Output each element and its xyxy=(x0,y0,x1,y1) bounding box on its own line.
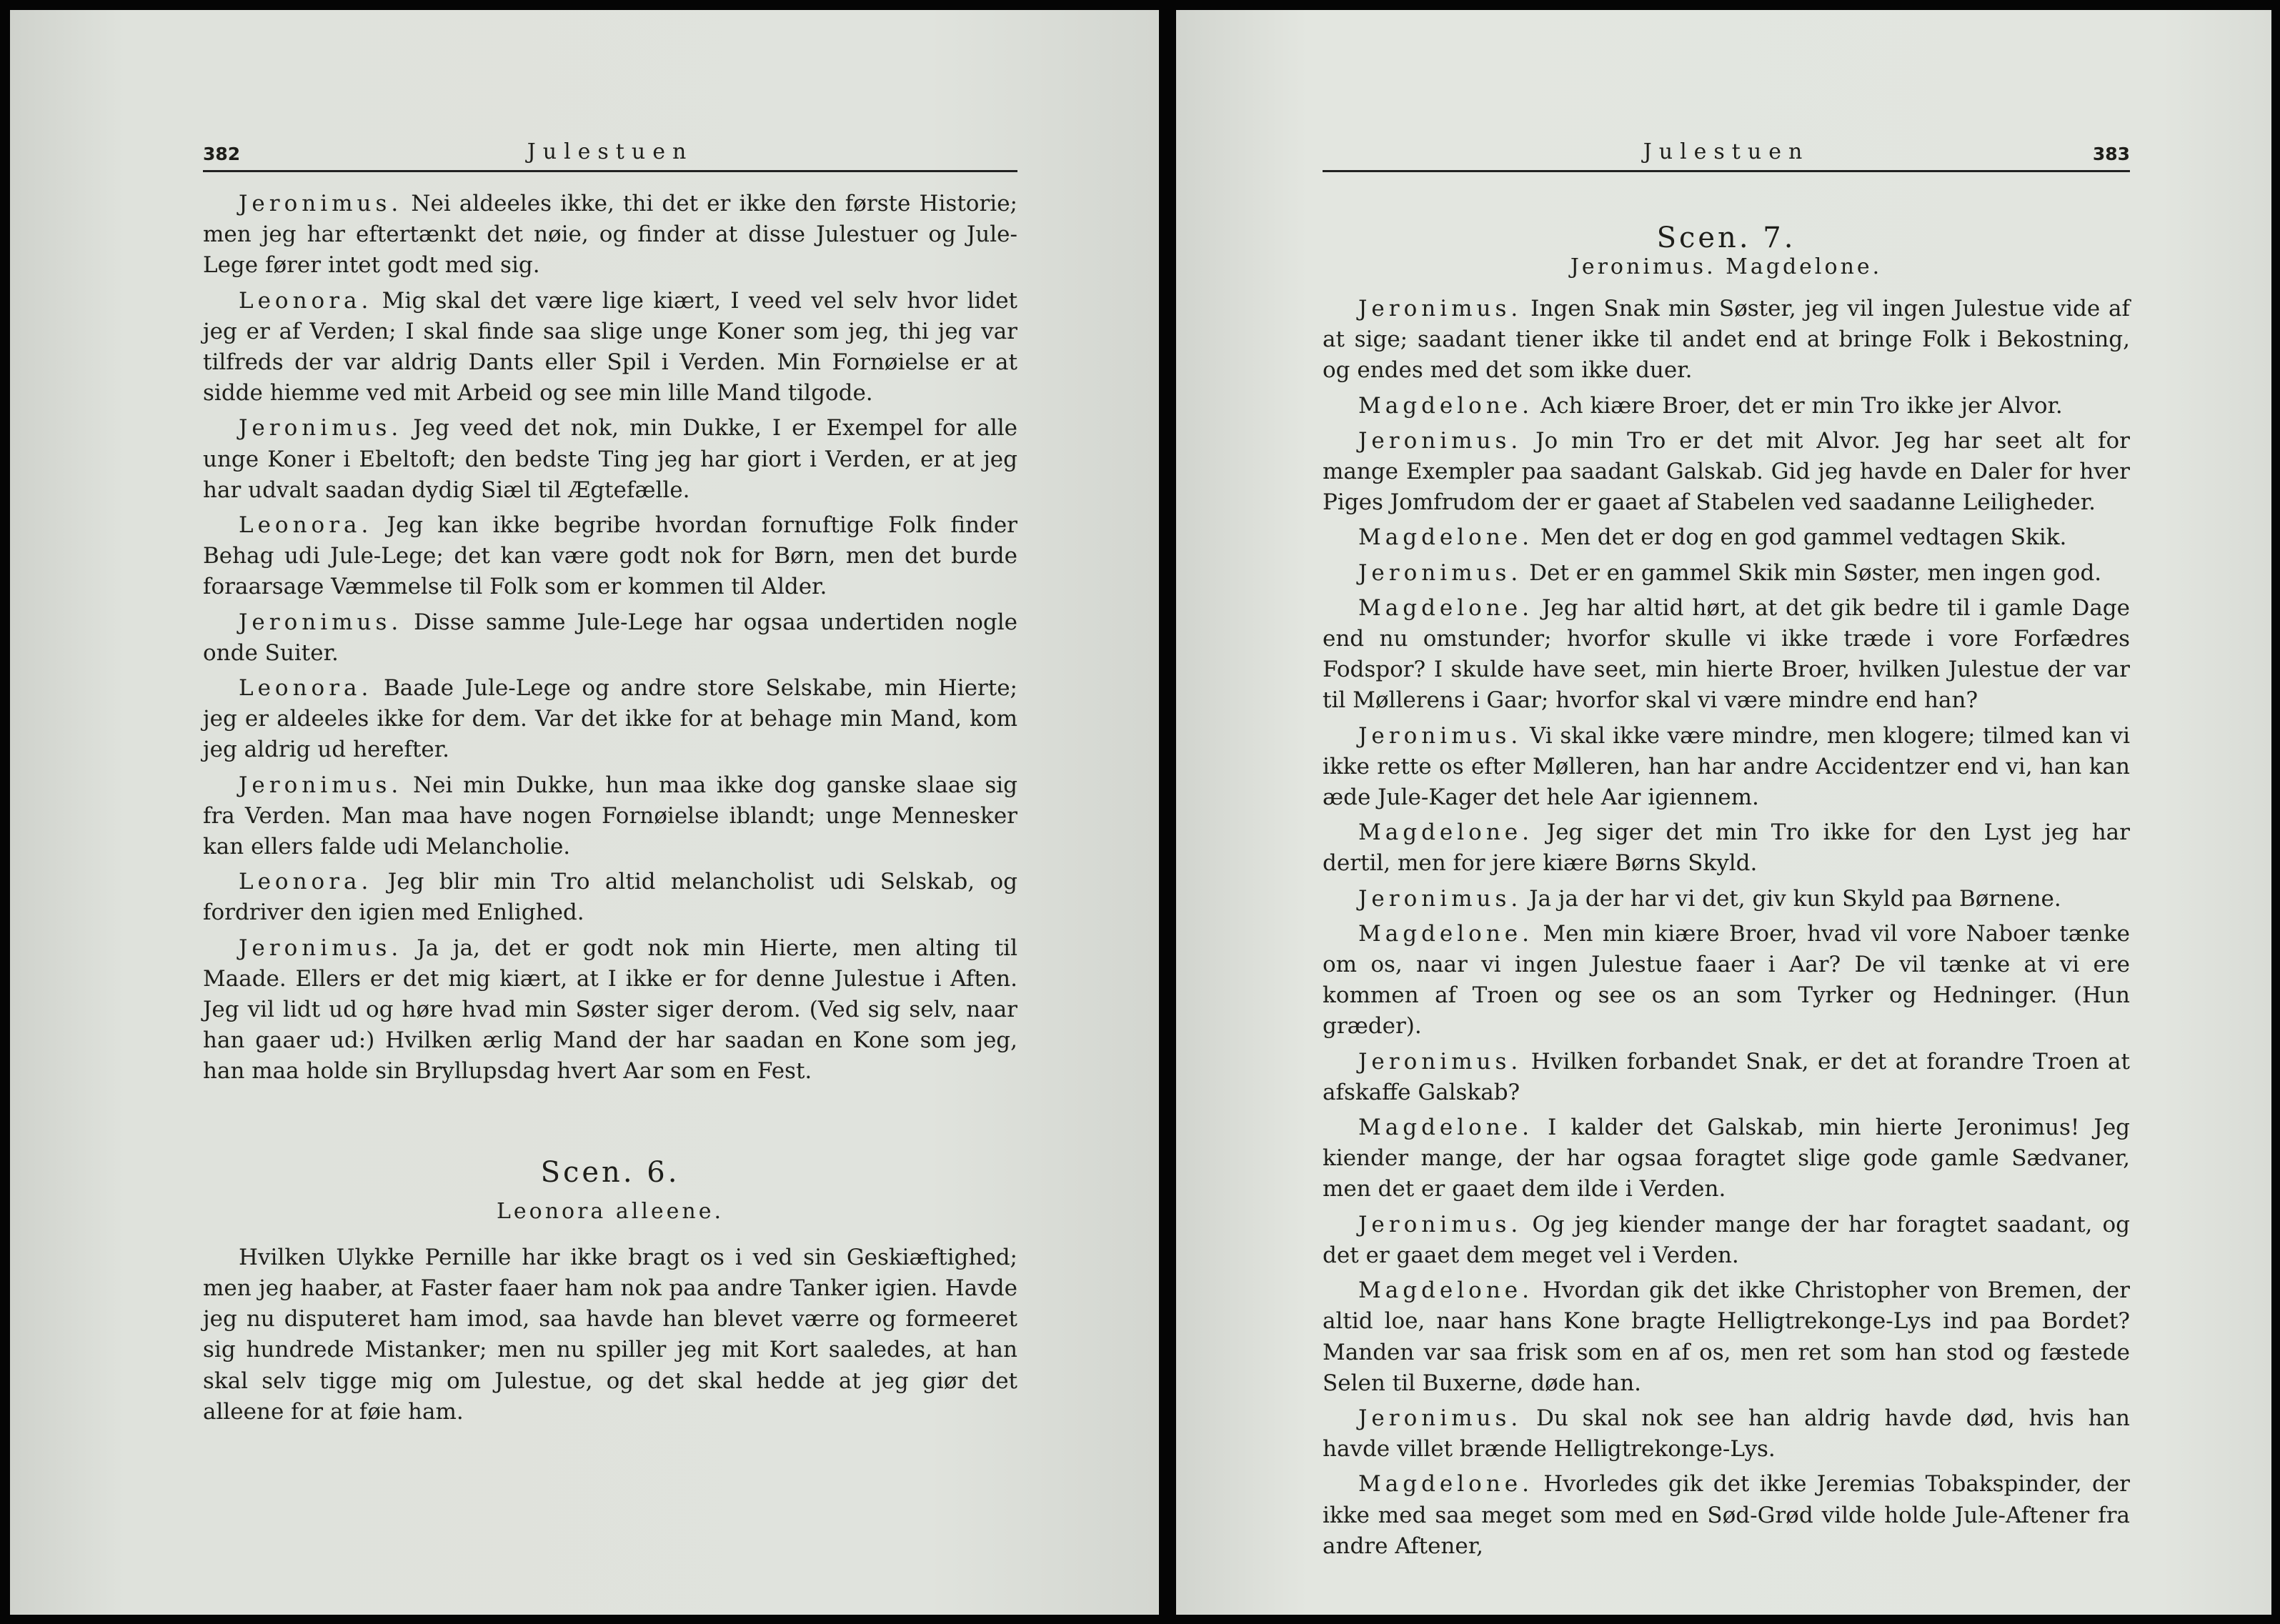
speaker-name: Magdelone. xyxy=(1358,920,1534,947)
right-running-title: Julestuen xyxy=(1643,139,1810,164)
speech-text: Jo min Tro er det mit Alvor. Jeg har seet alt for mange Exempler paa saadant Galskab. Gid jeg havde en Daler for hver Piges Jomfrudom der er gaaet af Stabelen ved saadanne Leiligheder. xyxy=(1323,427,2130,516)
speaker-name: Magdelone. xyxy=(1358,820,1534,846)
speech-text: Hvilken forbandet Snak, er det at forandre Troen at afskaffe Galskab? xyxy=(1323,1048,2130,1105)
dialogue-paragraph xyxy=(203,933,1017,1087)
scene-7-characters: Jeronimus. Magdelone. xyxy=(1570,254,1883,279)
speech-text: Og jeg kiender mange der har foragtet saadant, og det er gaaet dem meget vel i Verden. xyxy=(1323,1211,2130,1268)
left-page xyxy=(10,10,1159,1615)
speaker-name: Jeronimus. xyxy=(1358,427,1523,454)
dialogue-paragraph xyxy=(203,189,1017,282)
speech-text: Hvordan gik det ikke Christopher von Bremen, der altid loe, naar hans Kone bragte Helligtrekonge-Lys ind paa Bordet? Manden var saa frisk som en af os, men ret som han stod og fæstede Selen til Buxerne, døde han. xyxy=(1323,1277,2130,1396)
dialogue-paragraph xyxy=(1323,1403,2130,1465)
speech-text: Jeg veed det nok, min Dukke, I er Exempel for alle unge Koner i Ebeltoft; den bedste Ting jeg har giort i Verden, er at jeg har udvalt saadan dydig Siæl til Ægtefælle. xyxy=(203,415,1017,503)
speech-text: Ach kiære Broer, det er min Tro ikke jer Alvor. xyxy=(1540,392,2063,419)
speaker-name: Leonora. xyxy=(239,869,373,895)
dialogue-paragraph xyxy=(1323,522,2130,553)
speaker-name: Jeronimus. xyxy=(1358,559,1523,586)
speech-text: Du skal nok see han aldrig havde død, hvis han havde villet brænde Helligtrekonge-Lys. xyxy=(1323,1405,2130,1463)
dialogue-paragraph xyxy=(1323,1112,2130,1205)
speaker-name: Magdelone. xyxy=(1358,1277,1534,1304)
scene-6-block xyxy=(203,1156,1017,1428)
right-page-body xyxy=(1323,221,2130,1566)
dialogue-paragraph xyxy=(1323,391,2130,422)
speaker-name: Jeronimus. xyxy=(239,191,403,216)
speech-text: Baade Jule-Lege og andre store Selskabe, min Hierte; jeg er aldeeles ikke for dem. Var det ikke for at behage min Mand, kom jeg aldrig ud herefter. xyxy=(203,675,1017,763)
speech-text: Vi skal ikke være mindre, men klogere; tilmed kan vi ikke rette os efter Mølleren, han har andre Accidentzer end vi, han kan æde Jule-Kager det hele Aar igiennem. xyxy=(1323,722,2130,811)
speaker-name: Jeronimus. xyxy=(1358,1211,1523,1237)
speech-text: Men min kiære Broer, hvad vil vore Naboer tænke om os, naar vi ingen Julestue faaer i Aar? De vil tænke at vi ere kommen af Troen og see os an som Tyrker og Hedninger. (Hun græder). xyxy=(1323,920,2130,1040)
dialogue-paragraph xyxy=(1323,721,2130,814)
left-running-title: Julestuen xyxy=(527,139,694,164)
speech-text: Nei min Dukke, hun maa ikke dog ganske slaae sig fra Verden. Man maa have nogen Fornøielse iblandt; unge Mennesker kan ellers falde udi Melancholie. xyxy=(203,772,1017,860)
dialogue-paragraph xyxy=(203,867,1017,928)
dialogue-paragraph xyxy=(203,413,1017,506)
dialogue-paragraph xyxy=(203,770,1017,863)
speech-text: Ja ja, det er godt nok min Hierte, men alting til Maade. Ellers er det mig kiært, at I ikke er for denne Julestue i Aften. Jeg vil lidt ud og høre hvad min Søster siger derom. (Ved sig selv, naar han gaaer ud:) Hvilken ærlig Mand der har saadan en Kone som jeg, han maa holde sin Bryllupsdag hvert Aar som en Fest. xyxy=(203,935,1017,1085)
left-page-body xyxy=(203,189,1017,1432)
speaker-name: Magdelone. xyxy=(1358,392,1534,419)
scene-7-heading: Scen. 7. xyxy=(1656,221,1796,254)
speech-text: Jeg kan ikke begribe hvordan fornuftige Folk finder Behag udi Jule-Lege; det kan være godt nok for Børn, men det burde foraarsage Væmmelse til Folk som er kommen til Alder. xyxy=(203,512,1017,600)
dialogue-paragraph xyxy=(203,673,1017,766)
scene-6-heading: Scen. 6. xyxy=(540,1155,680,1189)
left-page-number: 382 xyxy=(203,144,241,164)
speaker-name: Leonora. xyxy=(239,287,373,314)
dialogue-paragraph xyxy=(1323,817,2130,879)
dialogue-paragraph xyxy=(1323,558,2130,589)
speaker-name: Magdelone. xyxy=(1358,1115,1534,1141)
dialogue-paragraph xyxy=(1323,919,2130,1042)
dialogue-paragraph xyxy=(1323,1469,2130,1562)
speech-text: Hvorledes gik det ikke Jeremias Tobakspinder, der ikke med saa meget som med en Sød-Grød vilde holde Jule-Aftener fra andre Aftener, xyxy=(1323,1471,2130,1559)
speaker-name: Jeronimus. xyxy=(1358,885,1523,912)
scene-6-characters: Leonora alleene. xyxy=(496,1198,725,1224)
speaker-name: Leonora. xyxy=(239,512,373,539)
dialogue-paragraph xyxy=(203,510,1017,603)
dialogue-paragraph xyxy=(1323,593,2130,717)
right-running-head xyxy=(1323,134,2130,172)
speaker-name: Jeronimus. xyxy=(1358,1048,1523,1075)
speech-text: Det er en gammel Skik min Søster, men ingen god. xyxy=(1529,559,2102,586)
speech-text: Ja ja der har vi det, giv kun Skyld paa Børnene. xyxy=(1529,885,2061,912)
speech-text: Ingen Snak min Søster, jeg vil ingen Julestue vide af at sige; saadant tiener ikke til andet end at bringe Folk i Bekostning, og endes med det som ikke duer. xyxy=(1323,296,2130,384)
dialogue-paragraph xyxy=(1323,294,2130,387)
left-dialogue xyxy=(203,189,1017,1087)
dialogue-paragraph xyxy=(1323,1275,2130,1399)
speaker-name: Jeronimus. xyxy=(239,609,403,635)
speech-text: I kalder det Galskab, min hierte Jeronimus! Jeg kiender mange, der har ogsaa foragtet slige gode gamle Sædvaner, men det er gaaet dem ilde i Verden. xyxy=(1323,1115,2131,1202)
leonora-monologue: Hvilken Ulykke Pernille har ikke bragt os i ved sin Geskiæftighed; men jeg haaber, at Faster faaer ham nok paa andre Tanker igien. Havde jeg nu disputeret ham imod, saa havde han blevet værre og formeeret sig hundrede Mistanker; men nu spiller jeg mit Kort saaledes, at han skal selv tigge mig om Julestue, og det skal hedde at jeg giør det alleene for at føie ham. xyxy=(203,1244,1017,1425)
dialogue-paragraph xyxy=(1323,1047,2130,1108)
speaker-name: Leonora. xyxy=(239,675,373,702)
speaker-name: Magdelone. xyxy=(1358,1471,1534,1498)
dialogue-paragraph xyxy=(1323,884,2130,915)
speaker-name: Jeronimus. xyxy=(239,415,403,442)
right-page-number: 383 xyxy=(2092,144,2130,164)
speaker-name: Jeronimus. xyxy=(1358,1405,1523,1431)
speaker-name: Jeronimus. xyxy=(239,772,403,798)
dialogue-paragraph xyxy=(1323,426,2130,519)
speech-text: Disse samme Jule-Lege har ogsaa undertiden nogle onde Suiter. xyxy=(203,609,1017,666)
speaker-name: Jeronimus. xyxy=(1358,296,1523,322)
right-page xyxy=(1176,10,2271,1615)
speaker-name: Jeronimus. xyxy=(239,935,403,961)
right-dialogue xyxy=(1323,294,2130,1562)
speech-text: Nei aldeeles ikke, thi det er ikke den første Historie; men jeg har eftertænkt det nøie, og finder at disse Julestuer og Jule-Lege fører intet godt med sig. xyxy=(203,191,1017,279)
dialogue-paragraph xyxy=(1323,1210,2130,1271)
speaker-name: Magdelone. xyxy=(1358,524,1534,551)
speech-text: Jeg blir min Tro altid melancholist udi Selskab, og fordriver den igien med Enlighed. xyxy=(203,869,1017,926)
speech-text: Mig skal det være lige kiært, I veed vel selv hvor lidet jeg er af Verden; I skal finde saa slige unge Koner som jeg, thi jeg var tilfreds der var aldrig Dants eller Spil i Verden. Min Fornøielse er at sidde hiemme ved mit Arbeid og see min lille Mand tilgode. xyxy=(203,287,1017,407)
dialogue-paragraph xyxy=(203,607,1017,669)
speaker-name: Jeronimus. xyxy=(1358,722,1523,749)
dialogue-paragraph xyxy=(203,286,1017,409)
speech-text: Men det er dog en god gammel vedtagen Skik. xyxy=(1540,524,2067,551)
speech-text: Jeg har altid hørt, at det gik bedre til i gamle Dage end nu omstunder; hvorfor skulle vi ikke træde i vore Forfædres Fodspor? I skulde have seet, min hierte Broer, hvilken Julestue der var til Møllerens i Gaar; hvorfor skal vi være mindre end han? xyxy=(1323,594,2130,714)
speaker-name: Magdelone. xyxy=(1358,594,1534,621)
speech-text: Jeg siger det min Tro ikke for den Lyst jeg har dertil, men for jere kiære Børns Skyld. xyxy=(1323,820,2130,877)
left-running-head xyxy=(203,134,1017,172)
